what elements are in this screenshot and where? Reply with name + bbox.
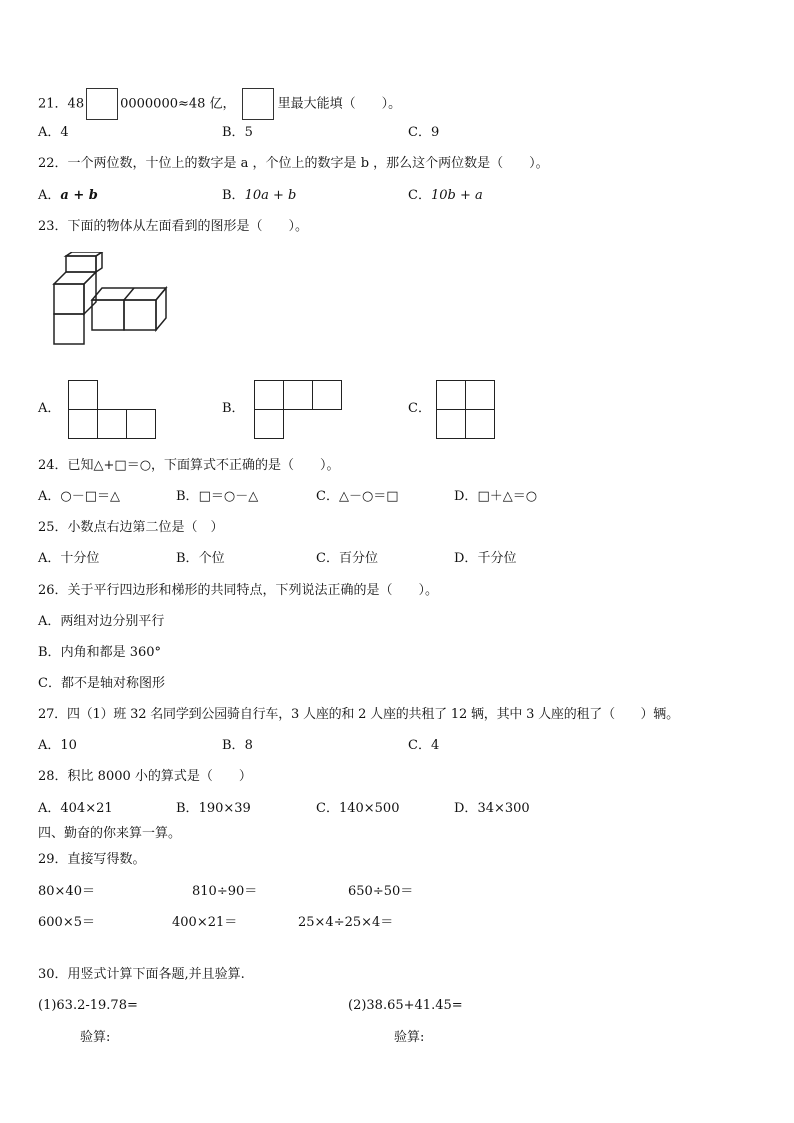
q23-option-b: B． — [222, 401, 245, 416]
answer-box — [242, 88, 274, 120]
q22-option-c: C．10b + a — [408, 188, 483, 203]
option-a-figure — [68, 380, 158, 440]
cube-face — [92, 300, 124, 330]
q21-text-a: 21．48 — [38, 96, 85, 112]
question-23: 23．下面的物体从左面看到的图形是（ ）。 — [38, 219, 309, 234]
cube-side — [84, 272, 96, 314]
question-28: 28．积比 8000 小的算式是（ ） — [38, 769, 252, 784]
q24-option-d: D．□＋△＝○ — [454, 489, 538, 504]
question-27: 27．四（1）班 32 名同学到公园骑自行车，3 人座的和 2 人座的共租了 12 辆，其中 3 人座的租了（ ）辆。 — [38, 707, 679, 722]
q24-option-b: B．□＝○－△ — [176, 489, 259, 504]
cube-face — [124, 300, 156, 330]
q28-option-b: B．190×39 — [176, 801, 251, 816]
q25-option-b: B．个位 — [176, 551, 225, 566]
q28-option-a: A．404×21 — [38, 801, 113, 816]
q28-option-d: D．34×300 — [454, 801, 530, 816]
q25-option-d: D．千分位 — [454, 551, 517, 566]
question-30: 30．用竖式计算下面各题,并且验算. — [38, 967, 245, 982]
q30-part-2: (2)38.65+41.45= — [348, 998, 463, 1013]
calc-item: 810÷90＝ — [192, 884, 258, 899]
check-label: 验算: — [394, 1030, 425, 1045]
cube-side — [156, 288, 166, 330]
option-c-figure — [436, 380, 496, 440]
question-21 — [38, 88, 401, 120]
q26-option-c: C．都不是轴对称图形 — [38, 676, 165, 691]
calc-item: 25×4÷25×4＝ — [298, 915, 394, 930]
question-26: 26．关于平行四边形和梯形的共同特点，下列说法正确的是（ ）。 — [38, 583, 439, 598]
answer-box — [86, 88, 118, 120]
q21-text-b: 0000000≈48 亿， — [120, 96, 236, 112]
q21-option-b: B．5 — [222, 125, 253, 140]
q27-option-b: B．8 — [222, 738, 253, 753]
cube-face — [66, 256, 96, 272]
question-29: 29．直接写得数。 — [38, 852, 146, 867]
q26-option-a: A．两组对边分别平行 — [38, 614, 165, 629]
q22-option-a: A．a + b — [38, 188, 98, 203]
calc-item: 600×5＝ — [38, 915, 95, 930]
q30-part-1: (1)63.2-19.78= — [38, 998, 138, 1013]
q27-option-a: A．10 — [38, 738, 77, 753]
q21-text-c: 里最大能填（ ）。 — [277, 96, 402, 112]
cube-face — [54, 314, 84, 344]
calc-item: 650÷50＝ — [348, 884, 414, 899]
q24-option-c: C．△－○＝□ — [316, 489, 399, 504]
question-24: 24．已知△+□＝○，下面算式不正确的是（ ）。 — [38, 458, 340, 473]
option-b-figure — [254, 380, 344, 440]
q24-option-a: A．○－□＝△ — [38, 489, 121, 504]
q23-option-a: A． — [38, 401, 61, 416]
cube-figure — [48, 252, 168, 347]
calc-item: 400×21＝ — [172, 915, 238, 930]
check-label: 验算: — [80, 1030, 111, 1045]
q25-option-c: C．百分位 — [316, 551, 378, 566]
calc-item: 80×40＝ — [38, 884, 95, 899]
q21-option-a: A．4 — [38, 125, 69, 140]
question-25: 25．小数点右边第二位是（ ） — [38, 520, 224, 535]
section-heading: 四、勤奋的你来算一算。 — [38, 826, 182, 841]
q28-option-c: C．140×500 — [316, 801, 400, 816]
q25-option-a: A．十分位 — [38, 551, 100, 566]
q23-option-c: C． — [408, 401, 431, 416]
q22-option-b: B．10a + b — [222, 188, 297, 203]
q26-option-b: B．内角和都是 360° — [38, 645, 162, 660]
cube-face — [54, 284, 84, 314]
q27-option-c: C．4 — [408, 738, 440, 753]
question-22: 22．一个两位数，十位上的数字是 a ，个位上的数字是 b ，那么这个两位数是（ ）。 — [38, 156, 549, 171]
q21-option-c: C．9 — [408, 125, 440, 140]
